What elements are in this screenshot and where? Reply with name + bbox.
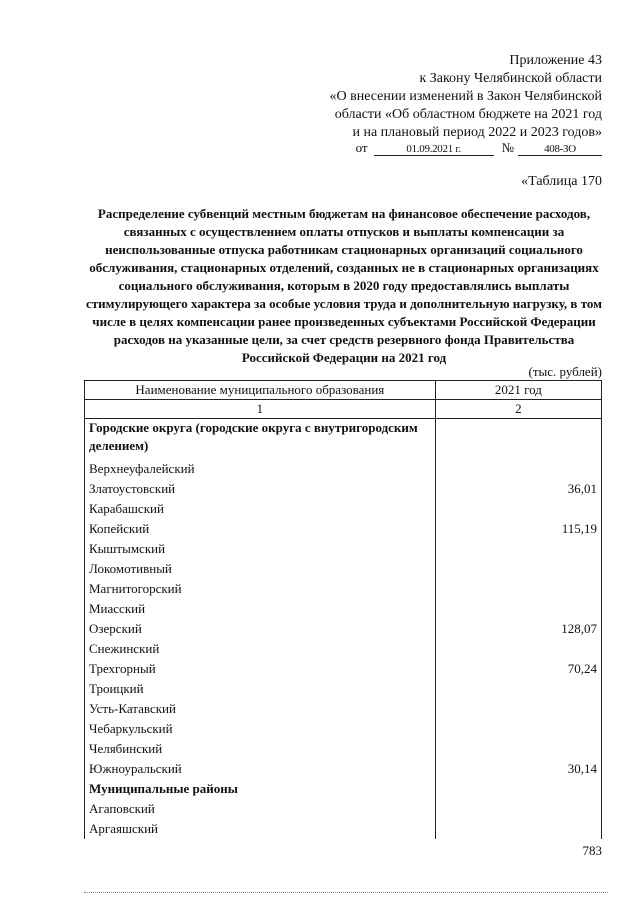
table-label: «Таблица 170 [521, 174, 602, 189]
units-label: (тыс. рублей) [528, 364, 602, 379]
table-row [85, 539, 602, 559]
section-heading: Муниципальные районы [85, 779, 436, 799]
bottom-divider [84, 892, 608, 893]
page-number: 783 [582, 843, 602, 858]
table-header-row [85, 381, 602, 400]
municipality-name: Агаповский [85, 799, 436, 819]
municipality-name: Южноуральский [85, 759, 436, 779]
table-row [85, 799, 602, 819]
table-row [85, 699, 602, 719]
table-row [85, 739, 602, 759]
subvention-value [435, 459, 601, 479]
header-line: «О внесении изменений в Закон Челябинской [329, 89, 602, 104]
subvention-value [435, 639, 601, 659]
municipality-name: Кыштымский [85, 539, 436, 559]
appendix-header [330, 52, 603, 142]
law-date-line [356, 140, 602, 158]
subvention-value [435, 499, 601, 519]
table-row [85, 559, 602, 579]
subvention-value [435, 679, 601, 699]
table-row [85, 759, 602, 779]
subvention-value [435, 579, 601, 599]
number-prefix: № [501, 140, 514, 155]
table-row [85, 499, 602, 519]
section-row [85, 779, 602, 799]
municipality-name: Озерский [85, 619, 436, 639]
table-row [85, 619, 602, 639]
column-header-name: Наименование муниципального образования [85, 381, 436, 400]
municipality-name: Миасский [85, 599, 436, 619]
subvention-value [435, 419, 601, 460]
subvention-value [435, 779, 601, 799]
subvention-value: 70,24 [435, 659, 601, 679]
municipality-name: Карабашский [85, 499, 436, 519]
municipality-name: Аргаяшский [85, 819, 436, 839]
table-row [85, 479, 602, 499]
subvention-value [435, 559, 601, 579]
subvention-value [435, 799, 601, 819]
header-line: к Закону Челябинской области [419, 71, 602, 86]
law-date: 01.09.2021 г. [374, 143, 494, 156]
municipality-name: Верхнеуфалейский [85, 459, 436, 479]
subvention-value [435, 739, 601, 759]
subvention-value [435, 539, 601, 559]
table-row [85, 719, 602, 739]
table-column-numbers-row [85, 400, 602, 419]
header-line: и на плановый период 2022 и 2023 годов» [352, 125, 602, 140]
table-row [85, 459, 602, 479]
table-row [85, 819, 602, 839]
subvention-value [435, 599, 601, 619]
column-header-year: 2021 год [435, 381, 601, 400]
date-prefix: от [355, 140, 368, 155]
subvention-value [435, 719, 601, 739]
municipality-name: Снежинский [85, 639, 436, 659]
subvention-value: 30,14 [435, 759, 601, 779]
municipality-name: Магнитогорский [85, 579, 436, 599]
column-number-2: 2 [435, 400, 601, 419]
document-title: Распределение субвенций местным бюджетам на финансовое обеспечение расходов, связанных с осуществлением оплаты отпусков и выплаты компенсации за неиспользованные отпуска работникам стационарных организаций социального обслуживания, стационарных отделений, созданных не в стационарных организациях социального обслуживания, которым в 2020 году предоставлялись выплаты стимулирующего характера за особые условия труда и дополнительную нагрузку, в том числе в целях компенсации ранее произведенных субъектами Российской Федерации расходов на указанные цели, за счет средств резервного фонда Правительства Российской Федерации на 2021 год [85, 206, 603, 365]
municipality-name: Челябинский [85, 739, 436, 759]
municipality-name: Троицкий [85, 679, 436, 699]
table-row [85, 579, 602, 599]
subvention-value [435, 819, 601, 839]
section-heading: Городские округа (городские округа с внутригородским делением) [85, 419, 436, 460]
municipality-name: Чебаркульский [85, 719, 436, 739]
table-row [85, 659, 602, 679]
table-row [85, 679, 602, 699]
municipality-name: Усть-Катавский [85, 699, 436, 719]
municipality-name: Локомотивный [85, 559, 436, 579]
section-row [85, 419, 602, 460]
subvention-value: 128,07 [435, 619, 601, 639]
subvention-value: 36,01 [435, 479, 601, 499]
table-row [85, 519, 602, 539]
table-row [85, 599, 602, 619]
column-number-1: 1 [85, 400, 436, 419]
header-line: Приложение 43 [509, 53, 602, 68]
subvention-value: 115,19 [435, 519, 601, 539]
municipality-name: Трехгорный [85, 659, 436, 679]
municipality-name: Златоустовский [85, 479, 436, 499]
law-number: 408-ЗО [518, 143, 602, 156]
subvention-value [435, 699, 601, 719]
municipality-name: Копейский [85, 519, 436, 539]
table-row [85, 639, 602, 659]
subvention-table [84, 380, 602, 839]
header-line: области «Об областном бюджете на 2021 год [334, 107, 602, 122]
